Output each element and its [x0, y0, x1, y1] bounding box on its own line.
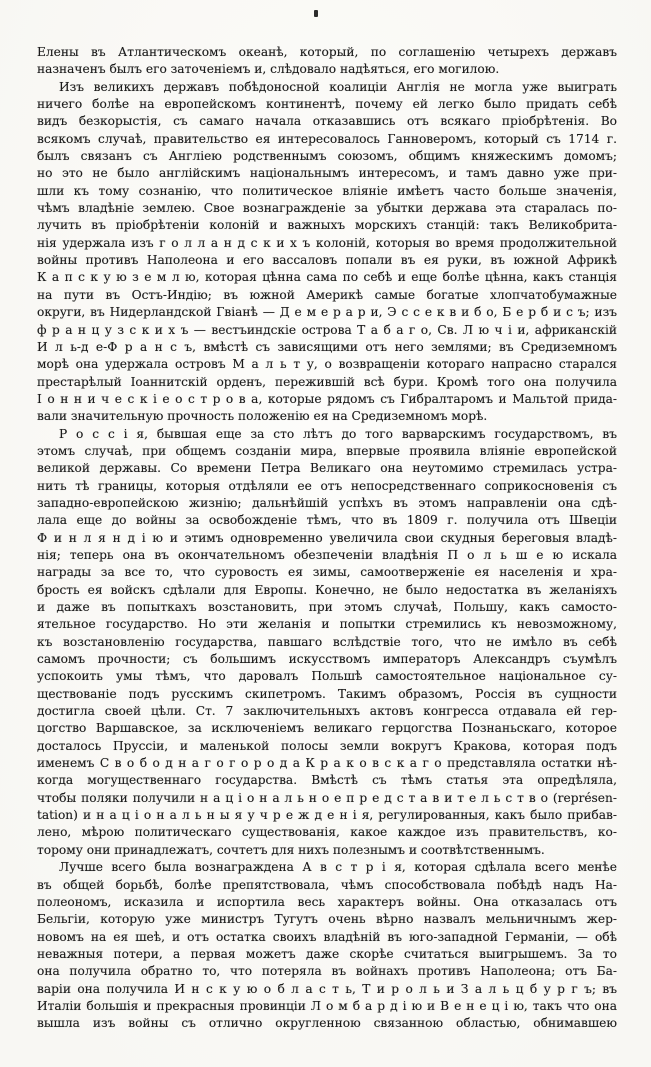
text-line: былъ связанъ съ Англіею родственнымъ союзомъ, общимъ княжескимъ домомъ; — [37, 149, 617, 164]
text-block — [37, 44, 617, 1033]
text-line: вали значительную прочность положенію ея на Средиземномъ морѣ. — [37, 409, 488, 424]
text-line: самомъ прочности; съ большимъ искусствомъ императоръ Александръ съумѣлъ — [37, 652, 617, 667]
text-line: ятельное государство. Но эти желанія и попытки стремились къ невозможному, — [37, 617, 617, 632]
text-line: нить тѣ границы, которыя отдѣляли ее отъ непосредственнаго соприкосновенія съ — [37, 478, 617, 493]
text-line: ф р а н ц у з с к и х ъ — вестъиндскіе острова Т а б а г о, Св. Л ю ч і и, африканскій — [37, 322, 617, 337]
text-line: округи, въ Нидерландской Гвіанѣ — Д е м е р а р и, Э с с е к в и б о, Б е р б и с ъ; изъ — [37, 305, 617, 320]
text-line: Изъ великихъ державъ побѣдоносной коалиціи Англія не могла уже выиграть — [59, 79, 617, 94]
text-line: когда могущественнаго государства. Вмѣстѣ съ тѣмъ статья эта опредѣляла, — [37, 773, 617, 788]
text-line: войны противъ Наполеона и его вассаловъ попали въ ея руки, въ южной Африкѣ — [37, 253, 617, 268]
text-line: лала еще до войны за освобожденіе тѣмъ, что въ 1809 г. получила отъ Швеціи — [37, 513, 617, 528]
text-line: назначенъ былъ его заточеніемъ и, слѣдовало надѣяться, его могилою. — [37, 62, 500, 77]
text-line: западно-европейскою жизнію; дальнѣйшій успѣхъ въ этомъ направленіи она сдѣ- — [37, 495, 617, 510]
text-line: tation) и н а ц і о н а л ь н ы я у ч р е ж д е н і я, регулированныя, какъ было прибав- — [37, 808, 617, 823]
text-line: но это не было англійскимъ національнымъ интересомъ, и тамъ давно уже при- — [37, 166, 617, 181]
text-line: К а п с к у ю з е м л ю, которая цѣнна сама по себѣ и еще болѣе цѣнна, какъ станція — [37, 270, 617, 285]
text-line: нія; теперь она въ окончательномъ обезпеченіи владѣнія П о л ь ш е ю искала — [37, 547, 617, 562]
text-line: брость ея войскъ сдѣлали для Европы. Конечно, не было недостатка въ желаніяхъ — [37, 582, 617, 597]
text-line: шли къ тому сознанію, что политическое вліяніе имѣетъ часто больше значенія, — [37, 183, 617, 198]
text-line: къ возстановленію государства, павшаго вслѣдствіе того, что не имѣло въ себѣ — [37, 634, 617, 649]
text-line: Ф и н л я н д і ю и этимъ одновременно увеличила свои скудныя береговыя владѣ- — [37, 530, 617, 545]
text-line: чтобы поляки получили н а ц і о н а л ь н о е п р е д с т а в и т е л ь с т в о (représen- — [37, 790, 617, 805]
text-line: полеономъ, исказила и испортила весь характеръ войны. Она отказалась отъ — [37, 894, 617, 909]
paragraph — [37, 44, 617, 79]
text-line: лено, мѣрою политическаго существованія, какое каждое изъ правительствъ, ко- — [37, 825, 617, 840]
text-line: именемъ С в о б о д н а г о г о р о д а К р а к о в с к а г о представляла остатки нѣ- — [37, 756, 617, 771]
text-line: Лучше всего была вознаграждена А в с т р і я, которая сдѣлала всего менѣе — [59, 860, 617, 875]
text-line: чѣмъ владѣніе землею. Свое вознагражденіе за убытки держава эта старалась по- — [37, 201, 617, 216]
text-line: и даже въ попыткахъ возстановить, при этомъ случаѣ, Польшу, какъ самосто- — [37, 600, 617, 614]
text-line: Италіи большія и прекрасныя провинціи Л о м б а р д і ю и В е н е ц і ю, такъ что она — [37, 998, 617, 1013]
paragraph — [37, 426, 617, 860]
text-line: морѣ она удержала островъ М а л ь т у, о возвращеніи котораго напрасно старался — [37, 357, 617, 372]
text-line: Р о с с і я, бывшая еще за сто лѣтъ до того варварскимъ государствомъ, въ — [59, 426, 617, 441]
text-line: успокоить умы тѣмъ, что даровалъ Польшѣ самостоятельное національное су- — [37, 669, 617, 684]
text-line: она получила обратно то, что потеряла въ войнахъ противъ Наполеона; отъ Ба- — [37, 964, 617, 979]
text-line: ничего болѣе на европейскомъ континентѣ, почему ей легко было придать себѣ — [37, 97, 617, 112]
paragraph — [37, 859, 617, 1032]
ink-speck-icon — [314, 10, 318, 17]
text-line: Елены въ Атлантическомъ океанѣ, который, по соглашенію четырехъ державъ — [37, 45, 617, 59]
text-line: достигла своей цѣли. Ст. 7 заключительныхъ актовъ конгресса отдавала ей гер- — [37, 704, 617, 719]
text-line: неважныя потери, а первая можетъ даже скорѣе считаться выигрышемъ. За то — [37, 946, 617, 961]
text-line: досталось Пруссіи, и маленькой полосы земли вокругъ Кракова, которая подъ — [37, 738, 617, 753]
text-line: награды за все то, что суровость ея зимы, самоотверженіе ея населенія и хра- — [37, 565, 617, 580]
text-line: престарѣлый Іоаннитскій орденъ, пережившій всѣ бури. Кромѣ того она получила — [37, 374, 617, 389]
text-line: на пути въ Остъ-Индію; въ южной Америкѣ самые богатые хлопчатобумажные — [37, 287, 617, 302]
text-line: нія удержала изъ г о л л а н д с к и х ъ колоній, которыя во время продолжительной — [37, 235, 617, 250]
text-line: лучить въ пріобрѣтеніи колоній и важныхъ морскихъ станцій: такъ Великобрита- — [37, 218, 617, 233]
text-line: варіи она получила И н с к у ю о б л а с т ь, Т и р о л ь и З а л ь ц б у р г ъ; въ — [37, 981, 617, 996]
text-line: вышла изъ войны съ отлично округленною связанною областью, обнимавшею — [37, 1016, 617, 1031]
text-line: ществованіе подъ русскимъ скипетромъ. Такимъ образомъ, Россія въ сущности — [37, 686, 617, 701]
text-line: всякомъ случаѣ, правительство ея интересовалось Ганноверомъ, который съ 1714 г. — [37, 131, 617, 146]
text-line: этомъ случаѣ, при общемъ созданіи мира, впервые проявила вліяніе европейской — [37, 443, 617, 458]
text-line: торому они принадлежатъ, сочтетъ для нихъ полезнымъ и соотвѣтственнымъ. — [37, 842, 545, 857]
text-line: въ общей борьбѣ, болѣе препятствовала, чѣмъ способствовала побѣдѣ надъ На- — [37, 877, 617, 892]
text-line: І о н н и ч е с к і е о с т р о в а, которые рядомъ съ Гибралтаромъ и Мальтой прида- — [37, 391, 617, 406]
text-line: цогство Варшавское, за исключеніемъ великаго герцогства Познаньскаго, которое — [37, 721, 617, 736]
paragraph — [37, 79, 617, 426]
text-line: великой державы. Со времени Петра Великаго она неутомимо стремилась устра- — [37, 461, 617, 476]
text-line: видъ безкорыстія, съ самаго начала отказавшись отъ всякаго пріобрѣтенія. Во — [37, 114, 617, 129]
text-line: новомъ на ея шеѣ, и отъ остатка своихъ владѣній въ юго-западной Германіи, — обѣ — [37, 929, 617, 944]
text-line: Бельгіи, которую уже министръ Тугутъ очень вѣрно назвалъ мельничнымъ жер- — [37, 912, 617, 927]
text-line: И л ь-д е-Ф р а н с ъ, вмѣстѣ съ зависящими отъ него землями; въ Средиземномъ — [37, 339, 617, 354]
